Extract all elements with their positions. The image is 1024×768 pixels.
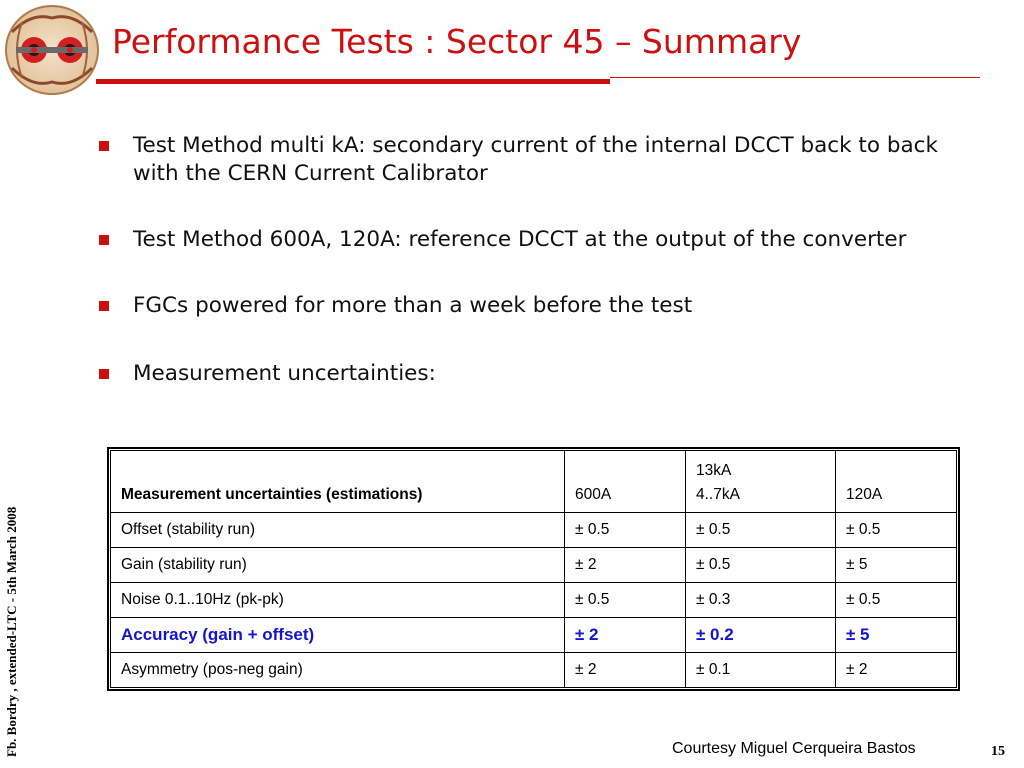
cell-120a: ± 5: [836, 618, 957, 653]
header-13ka-line2: 4..7kA: [696, 486, 740, 503]
cell-600a: ± 0.5: [565, 513, 686, 548]
cell-120a: ± 5: [836, 548, 957, 583]
bullet-text: Test Method 600A, 120A: reference DCCT at the output of the converter: [133, 227, 907, 252]
title-underline-thick: [96, 79, 610, 84]
row-label: Accuracy (gain + offset): [111, 618, 565, 653]
cell-600a: ± 2: [565, 548, 686, 583]
bullet-item: [98, 292, 968, 320]
courtesy-note: Courtesy Miguel Cerqueira Bastos: [672, 740, 916, 757]
bullet-item: [98, 132, 968, 188]
side-note: Fb. Bordry , extended-LTC - 5th March 2008: [4, 506, 19, 757]
uncertainties-table: [110, 450, 957, 688]
slide-title: Performance Tests : Sector 45 – Summary: [112, 22, 802, 61]
table-row: [111, 653, 957, 688]
bullet-item: [98, 360, 968, 388]
cell-120a: ± 2: [836, 653, 957, 688]
cell-13ka: ± 0.5: [686, 513, 836, 548]
cell-13ka: ± 0.1: [686, 653, 836, 688]
row-label: Gain (stability run): [111, 548, 565, 583]
header-cell-600a: 600A: [565, 451, 686, 513]
row-label: Noise 0.1..10Hz (pk-pk): [111, 583, 565, 618]
header-cell-measurement: Measurement uncertainties (estimations): [111, 451, 565, 513]
cell-13ka: ± 0.2: [686, 618, 836, 653]
header-cell-13ka: [686, 451, 836, 513]
cell-600a: ± 0.5: [565, 583, 686, 618]
bullet-square-icon: [99, 301, 109, 311]
header-13ka-line1: 13kA: [696, 462, 732, 479]
cell-600a: ± 2: [565, 653, 686, 688]
row-label: Asymmetry (pos-neg gain): [111, 653, 565, 688]
cell-13ka: ± 0.3: [686, 583, 836, 618]
cell-120a: ± 0.5: [836, 513, 957, 548]
bullet-square-icon: [99, 235, 109, 245]
page-number: 15: [991, 744, 1005, 759]
bullet-text: Measurement uncertainties:: [133, 361, 436, 386]
bullet-text: FGCs powered for more than a week before the test: [133, 293, 693, 318]
uncertainties-table-frame: [107, 447, 960, 691]
bullet-square-icon: [99, 369, 109, 379]
header-cell-120a: 120A: [836, 451, 957, 513]
bullet-text: Test Method multi kA: secondary current of the internal DCCT back to back with the CERN Current Calibrator: [133, 133, 938, 186]
bullet-square-icon: [99, 141, 109, 151]
cell-13ka: ± 0.5: [686, 548, 836, 583]
bullet-item: [98, 226, 968, 254]
lhc-logo-icon: [2, 2, 102, 98]
table-row: [111, 513, 957, 548]
title-underline-thin: [610, 77, 980, 78]
table-row-accuracy: [111, 618, 957, 653]
row-label: Offset (stability run): [111, 513, 565, 548]
table-header-row: [111, 451, 957, 513]
cell-120a: ± 0.5: [836, 583, 957, 618]
cell-600a: ± 2: [565, 618, 686, 653]
bullet-list: [98, 132, 968, 388]
table-row: [111, 583, 957, 618]
table-row: [111, 548, 957, 583]
